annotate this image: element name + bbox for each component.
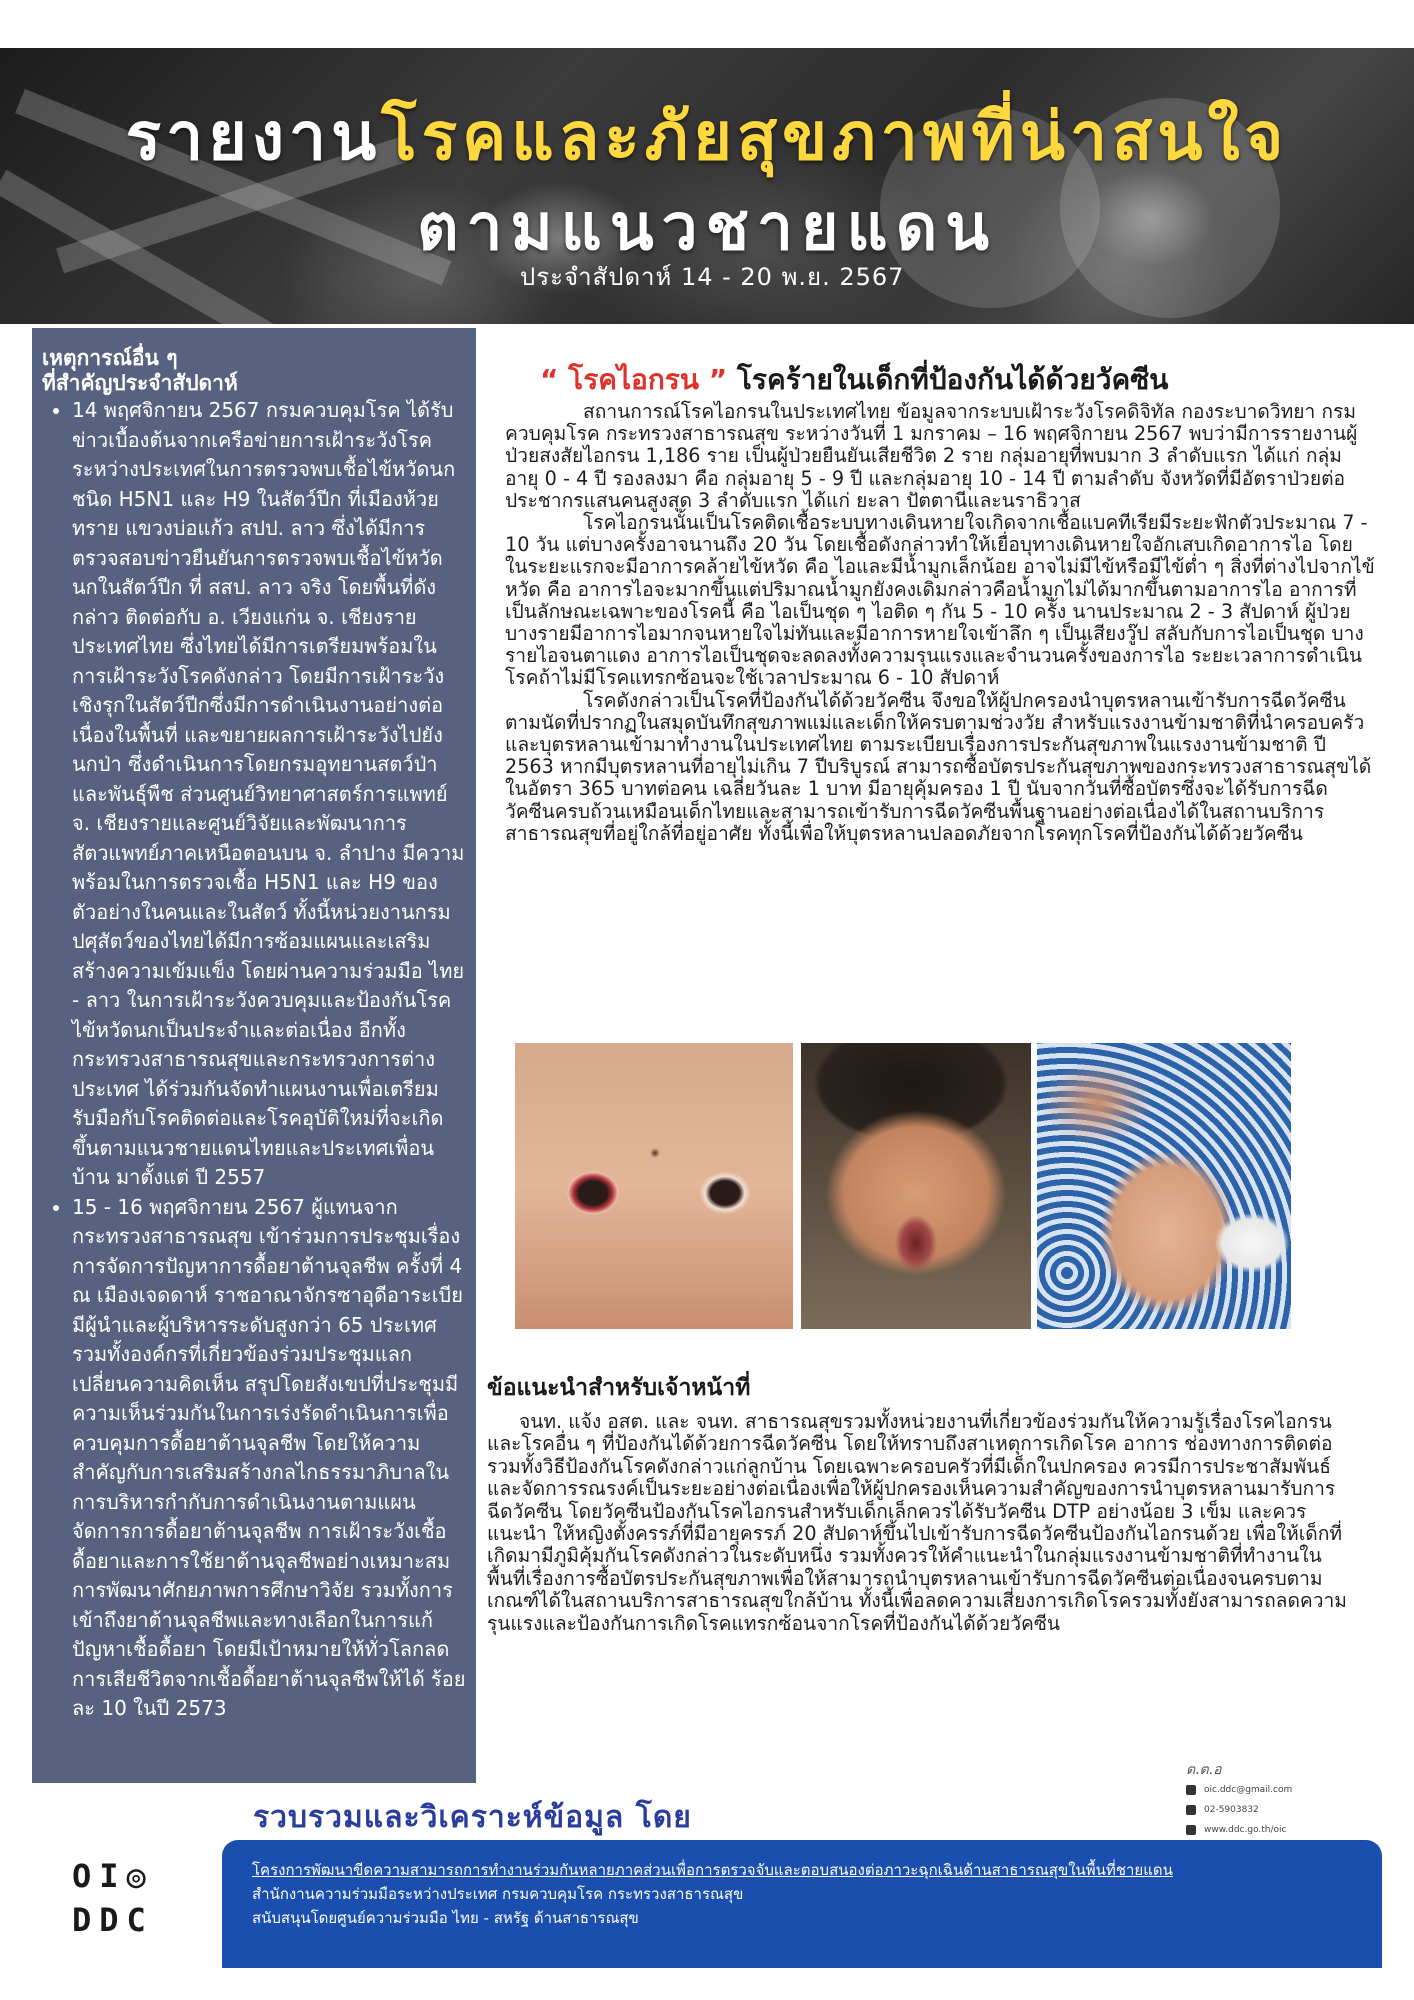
- contact-web[interactable]: www.ddc.go.th/oic: [1186, 1820, 1356, 1840]
- advice-heading: ข้อแนะนำสำหรับเจ้าหน้าที่: [487, 1375, 751, 1401]
- advice-body: [487, 1411, 1357, 1635]
- footer-banner: [222, 1840, 1382, 1968]
- report-week: ประจำสัปดาห์ 14 - 20 พ.ย. 2567: [520, 263, 905, 291]
- article-paragraph: โรคไอกรนนั้นเป็นโรคติดเชื้อระบบทางเดินหายใจเกิดจากเชื้อแบคทีเรียมีระยะฟักตัวประมาณ 7 - 10 วัน แต่บางครั้งอาจนานถึง 20 วัน โดยเชื้อดังกล่าวทำให้เยื่อบุทางเดินหายใจอักเสบเกิดอาการไอ โดยในระยะแรกจะมีอาการคล้ายไข้หวัด คือ ไอและมีน้ำมูกเล็กน้อย อาจไม่มีไข้หรือมีไข้ต่ำ ๆ สิ่งที่ต่างไปจากไข้หวัด คือ อาการไอจะมากขึ้นแต่ปริมาณน้ำมูกยังคงเดิมกล่าวคือน้ำมูกไม่ได้มากขึ้นตามอาการไอ อาการที่เป็นลักษณะเฉพาะของโรคนี้ คือ ไอเป็นชุด ๆ ไอติด ๆ กัน 5 - 10 ครั้ง นานประมาณ 2 - 3 สัปดาห์ ผู้ป่วยบางรายมีอาการไอมากจนหายใจไม่ทันและมีอาการหายใจเข้าลึก ๆ เป็นเสียงวู๊ป สลับกับการไอเป็นชุด บางรายไอจนตาแดง อาการไอเป็นชุดจะลดลงทั้งความรุนแรงและจำนวนครั้งของการไอ ระยะเวลาการดำเนินโรคถ้าไม่มีโรคแทรกซ้อนจะใช้เวลาประมาณ 6 - 10 สัปดาห์: [505, 511, 1375, 690]
- event-list: [42, 396, 466, 1724]
- contact-block: [1186, 1760, 1356, 1840]
- event-item: • 14 พฤศจิกายน 2567 กรมควบคุมโรค ได้รับข่าวเบื้องต้นจากเครือข่ายการเฝ้าระวังโรคระหว่างประเทศในการตรวจพบเชื้อไข้หวัดนกชนิด H5N1 และ H9 ในสัตว์ปีก ที่เมืองห้วยทราย แขวงบ่อแก้ว สปป. ลาว ซึ่งได้มีการตรวจสอบข่าวยืนยันการตรวจพบเชื้อไข้หวัดนกในสัตว์ปีก ที่ สสป. ลาว จริง โดยพื้นที่ดังกล่าว ติดต่อกับ อ. เวียงแก่น จ. เชียงราย ประเทศไทย ซึ่งไทยได้มีการเตรียมพร้อมในการเฝ้าระวังโรคดังกล่าว โดยมีการเฝ้าระวังเชิงรุกในสัตว์ปีกซึ่งมีการดำเนินงานอย่างต่อเนื่องในพื้นที่ และขยายผลการเฝ้าระวังไปยังนกป่า ซึ่งดำเนินการโดยกรมอุทยานสตว์ป่าและพันธุ์พืช ส่วนศูนย์วิทยาศาสตร์การแพทย์ จ. เชียงรายและศูนย์วิจัยและพัฒนาการสัตวแพทย์ภาคเหนือตอนบน จ. ลำปาง มีความพร้อมในการตรวจเชื้อ H5N1 และ H9 ของตัวอย่างในคนและในสัตว์ ทั้งนี้หน่วยงานกรมปศุสัตว์ของไทยได้มีการซ้อมแผนและเสริมสร้างความเข้มแข็ง โดยผ่านความร่วมมือ ไทย - ลาว ในการเฝ้าระวังควบคุมและป้องกันโรคไข้หวัดนกเป็นประจำและต่อเนื่อง อีกทั้งกระทรวงสาธารณสุขและกระทรวงการต่างประเทศ ได้ร่วมกันจัดทำแผนงานเพื่อเตรียมรับมือกับโรคติดต่อและโรคอุบัติใหม่ที่จะเกิดขึ้นตามแนวชายแดนไทยและประเทศเพื่อนบ้าน มาตั้งแต่ ปี 2557: [72, 396, 466, 1193]
- photo-red-eye: [515, 1043, 793, 1329]
- page-title-line1: รายงานโรคและภัยสุขภาพที่น่าสนใจ: [125, 98, 1289, 175]
- page-title-line2: ตามแนวชายแดน: [416, 191, 998, 265]
- event-item: • 15 - 16 พฤศจิกายน 2567 ผู้แทนจากกระทรวงสาธารณสุข เข้าร่วมการประชุมเรื่องการจัดการปัญหาการดื้อยาต้านจุลชีพ ครั้งที่ 4 ณ เมืองเจดดาห์ ราชอาณาจักรซาอุดีอาระเบีย มีผู้นำและผู้บริหารระดับสูงกว่า 65 ประเทศ รวมทั้งองค์กรที่เกี่ยวข้องร่วมประชุมแลกเปลี่ยนความคิดเห็น สรุปโดยสังเขปที่ประชุมมีความเห็นร่วมกันในการเร่งรัดดำเนินการเพื่อควบคุมการดื้อยาต้านจุลชีพ โดยให้ความสำคัญกับการเสริมสร้างกลไกธรรมาภิบาลในการบริหารกำกับการดำเนินงานตามแผนจัดการการดื้อยาต้านจุลชีพ การเฝ้าระวังเชื้อดื้อยาและการใช้ยาต้านจุลชีพอย่างเหมาะสม การพัฒนาศักยภาพการศึกษาวิจัย รวมทั้งการเข้าถึงยาต้านจุลชีพและทางเลือกในการแก้ปัญหาเชื้อดื้อยา โดยมีเป้าหมายให้ทั่วโลกลดการเสียชีวิตจากเชื้อดื้อยาต้านจุลชีพให้ได้ ร้อยละ 10 ในปี 2573: [72, 1193, 466, 1724]
- contact-phone: 02-5903832: [1186, 1800, 1356, 1820]
- article-title: “ โรคไอกรน ” โรคร้ายในเด็กที่ป้องกันได้ด้วยวัคซีน: [540, 363, 1169, 396]
- photo-coughing-child: [801, 1043, 1031, 1329]
- article-body: [505, 401, 1375, 845]
- footer-support-line: สนับสนุนโดยศูนย์ความร่วมมือ ไทย - สหรัฐ ด้านสาธารณสุข: [252, 1909, 639, 1927]
- globe-icon: [1186, 1825, 1196, 1835]
- sidebar-heading: เหตุการณ์อื่น ๆ ที่สำคัญประจำสัปดาห์: [42, 346, 238, 395]
- compiled-by-label: รวบรวมและวิเคราะห์ข้อมูล โดย: [253, 1800, 692, 1835]
- photo-vaccination: [1037, 1043, 1291, 1329]
- advice-paragraph: จนท. แจ้ง อสต. และ จนท. สาธารณสุขรวมทั้งหน่วยงานที่เกี่ยวข้องร่วมกันให้ความรู้เรื่องโรคไอกรนและโรคอื่น ๆ ที่ป้องกันได้ด้วยการฉีดวัคซีน โดยให้ทราบถึงสาเหตุการเกิดโรค อาการ ช่องทางการติดต่อ รวมทั้งวิธีป้องกันโรคดังกล่าวแก่ลูกบ้าน โดยเฉพาะครอบครัวที่มีเด็กในปกครอง ควรมีการประชาสัมพันธ์และจัดการรณรงค์เป็นระยะอย่างต่อเนื่องเพื่อให้ผู้ปกครองเห็นความสำคัญของการนำบุตรหลานมารับการฉีดวัคซีน โดยวัคซีนป้องกันโรคไอกรนสำหรับเด็กเล็กควรได้รับวัคซีน DTP อย่างน้อย 3 เข็ม และควรแนะนำ ให้หญิงตั้งครรภ์ที่มีอายุครรภ์ 20 สัปดาห์ขึ้นไปเข้ารับการฉีดวัคซีนป้องกันไอกรนด้วย เพื่อให้เด็กที่เกิดมามีภูมิคุ้มกันโรคดังกล่าวในระดับหนึ่ง รวมทั้งควรให้คำแนะนำในกลุ่มแรงงานข้ามชาติที่ทำงานในพื้นที่เรื่องการซื้อบัตรประกันสุขภาพเพื่อให้สามารถนำบุตรหลานเข้ารับการฉีดวัคซีนต่อเนื่องจนครบตามเกณฑ์ได้ในสถานบริการสาธารณสุขใกล้บ้าน ทั้งนี้เพื่อลดความเสี่ยงการเกิดโรครวมทั้งยังสามารถลดความรุนแรงและป้องกันการเกิดโรคแทรกซ้อนจากโรคที่ป้องกันได้ด้วยวัคซีน: [487, 1410, 1347, 1635]
- footer-project-line: โครงการพัฒนาขีดความสามารถการทำงานร่วมกันหลายภาคส่วนเพื่อการตรวจจับและตอบสนองต่อภาวะฉุกเฉินด้านสาธารณสุขในพื้นที่ชายแดน: [252, 1861, 1173, 1879]
- header-banner: [0, 48, 1414, 324]
- contact-email[interactable]: oic.ddc@gmail.com: [1186, 1780, 1356, 1800]
- article-paragraph: โรคดังกล่าวเป็นโรคที่ป้องกันได้ด้วยวัคซีน จึงขอให้ผู้ปกครองนำบุตรหลานเข้ารับการฉีดวัคซีนตามนัดที่ปรากฏในสมุดบันทึกสุขภาพแม่และเด็กให้ครบตามช่วงวัย สำหรับแรงงานข้ามชาติที่นำครอบครัวและบุตรหลานเข้ามาทำงานในประเทศไทย ตามระเบียบเรื่องการประกันสุขภาพในแรงงานข้ามชาติ ปี 2563 หากมีบุตรหลานที่อายุไม่เกิน 7 ปีบริบูรณ์ สามารถซื้อบัตรประกันสุขภาพของกระทรวงสาธารณสุขได้ในอัตรา 365 บาทต่อคน เฉลี่ยวันละ 1 บาท มีอายุคุ้มครอง 1 ปี นับจากวันที่ซื้อบัตรซึ่งจะได้รับการฉีดวัคซีนครบถ้วนเหมือนเด็กไทยและสามารถเข้ารับการฉีดวัคซีนพื้นฐานอย่างต่อเนื่องได้ในสถานบริการสาธารณสุขที่อยู่ใกล้ที่อยู่อาศัย ทั้งนี้เพื่อให้บุตรหลานปลอดภัยจากโรคทุกโรคที่ป้องกันได้ด้วยวัคซีน: [505, 688, 1372, 845]
- other-events-sidebar: [32, 328, 476, 1783]
- article-paragraph: สถานการณ์โรคไอกรนในประเทศไทย ข้อมูลจากระบบเฝ้าระวังโรคดิจิทัล กองระบาดวิทยา กรมควบคุมโรค กระทรวงสาธารณสุข ระหว่างวันที่ 1 มกราคม – 16 พฤศจิกายน 2567 พบว่ามีการรายงานผู้ป่วยสงสัยไอกรน 1,186 ราย เป็นผู้ป่วยยืนยันเสียชีวิต 2 ราย กลุ่มอายุที่พบมาก 3 ลำดับแรก ได้แก่ กลุ่มอายุ 0 - 4 ปี รองลงมา คือ กลุ่มอายุ 5 - 9 ปี และกลุ่มอายุ 10 - 14 ปี ตามลำดับ จังหวัดที่มีอัตราป่วยต่อประชากรแสนคนสูงสุด 3 ลำดับแรก ได้แก่ ยะลา ปัตตานีและนราธิวาส: [505, 400, 1358, 512]
- footer-office-line: สำนักงานความร่วมมือระหว่างประเทศ กรมควบคุมโรค กระทรวงสาธารณสุข: [252, 1885, 744, 1903]
- signature: ต.ต.อ: [1186, 1762, 1222, 1778]
- phone-icon: [1186, 1805, 1196, 1815]
- email-icon: [1186, 1785, 1196, 1795]
- oic-ddc-logo: OI◎ DDC: [72, 1857, 154, 1939]
